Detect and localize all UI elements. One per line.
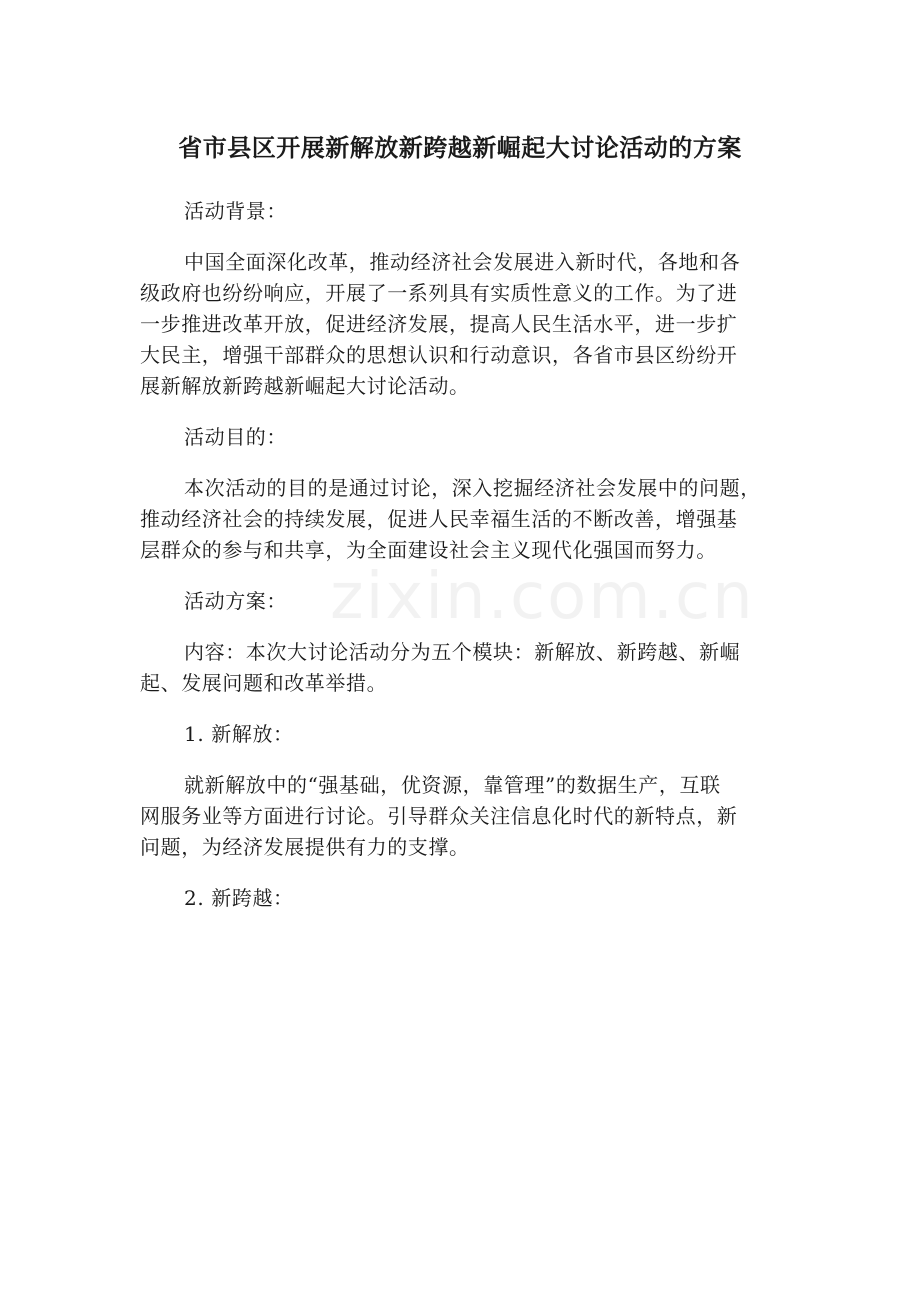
text-line: 问题，为经济发展提供有力的支撑。 [140,835,470,859]
text-line: 2. 新跨越： [184,886,294,910]
text-line: 1. 新解放： [184,722,294,746]
text-line: 本次活动的目的是通过讨论，深入挖掘经济社会发展中的问题， [184,476,761,500]
document-body [140,196,780,934]
text-line: 级政府也纷纷响应，开展了一系列具有实质性意义的工作。为了进 [140,281,738,305]
text-line: 起、发展问题和改革举措。 [140,671,388,695]
text-line: 网服务业等方面进行讨论。引导群众关注信息化时代的新特点，新 [140,804,738,828]
paragraph-purpose [140,473,780,566]
paragraph-plan-content [140,637,780,699]
text-line: 层群众的参与和共享，为全面建设社会主义现代化强国而努力。 [140,538,717,562]
paragraph-background [140,247,780,402]
text-line: 大民主，增强干部群众的思想认识和行动意识，各省市县区纷纷开 [140,343,738,367]
section-heading-background [140,196,780,227]
text-line: 展新解放新跨越新崛起大讨论活动。 [140,374,470,398]
watermark: zixin.com.cn [330,560,755,634]
text-line: 中国全面深化改革，推动经济社会发展进入新时代，各地和各 [184,250,741,274]
text-line: 活动目的： [184,425,287,449]
section-heading-new-leap [140,883,780,914]
document-title: 省市县区开展新解放新跨越新崛起大讨论活动的方案 [178,134,742,162]
text-line: 一步推进改革开放，促进经济发展，提高人民生活水平，进一步扩 [140,312,738,336]
section-heading-plan [140,586,780,617]
text-line: 活动背景： [184,199,287,223]
text-line: 就新解放中的“强基础，优资源，靠管理”的数据生产，互联 [184,773,721,797]
paragraph-new-liberation [140,770,780,863]
section-heading-purpose [140,422,780,453]
section-heading-new-liberation [140,719,780,750]
text-line: 内容：本次大讨论活动分为五个模块：新解放、新跨越、新崛 [184,640,741,664]
text-line: 活动方案： [184,589,287,613]
text-line: 推动经济社会的持续发展，促进人民幸福生活的不断改善，增强基 [140,507,738,531]
